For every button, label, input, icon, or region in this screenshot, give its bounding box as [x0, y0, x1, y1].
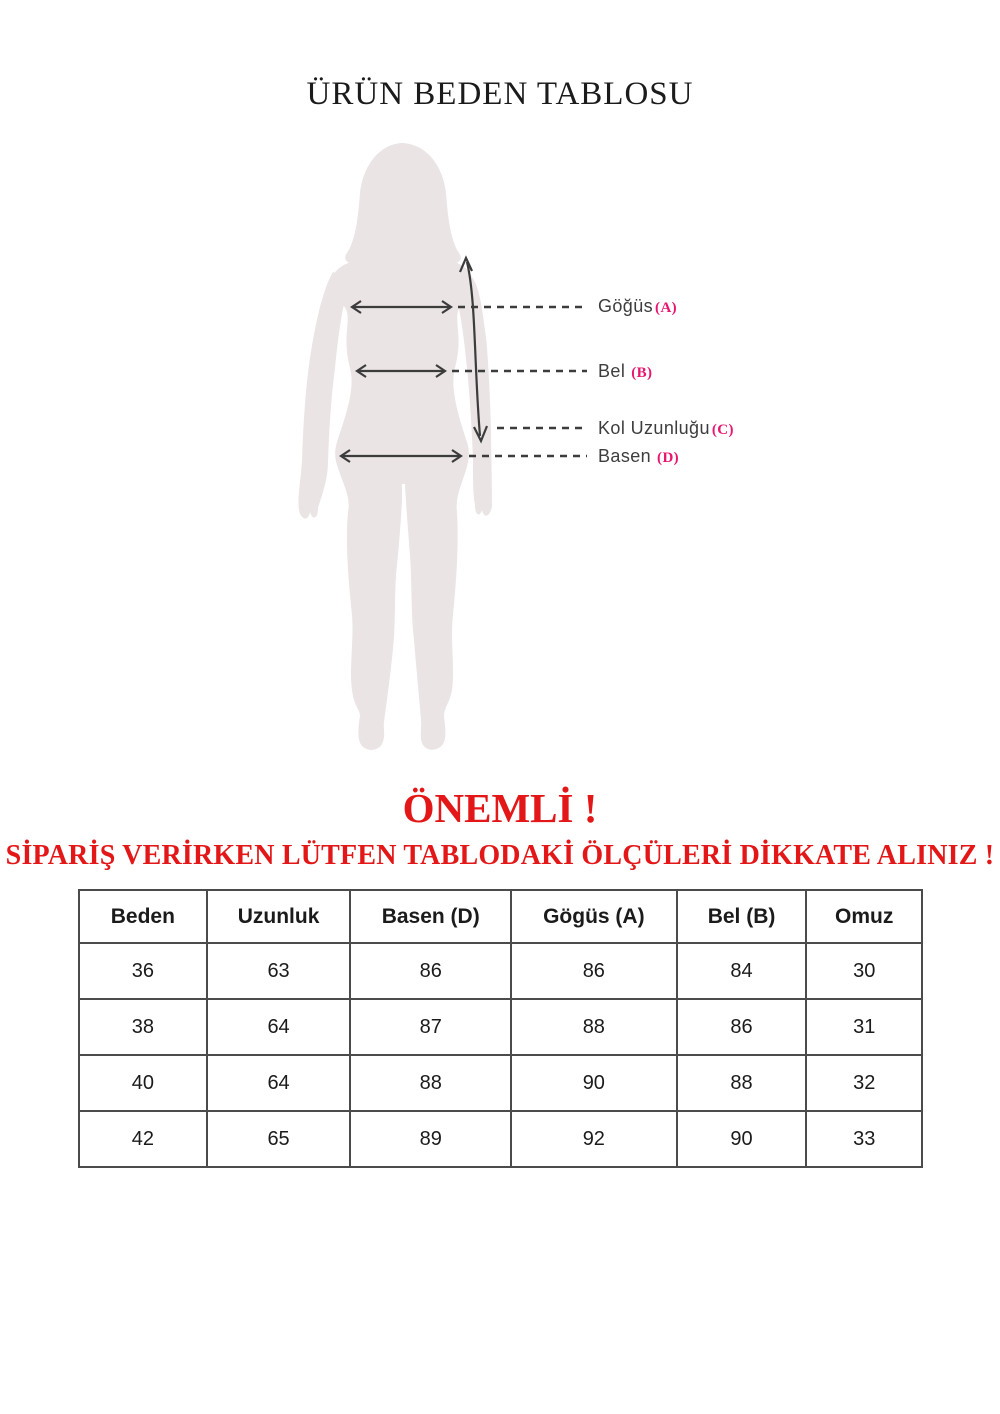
size-cell: 64: [207, 999, 351, 1055]
measure-label-gogus: [598, 296, 677, 316]
left-arm-silhouette: [298, 272, 346, 519]
size-cell: 33: [806, 1111, 922, 1167]
size-table-body: [79, 943, 922, 1167]
size-cell: 86: [350, 943, 511, 999]
size-cell: 31: [806, 999, 922, 1055]
page-title: ÜRÜN BEDEN TABLOSU: [306, 76, 694, 112]
table-row: [79, 1111, 922, 1167]
column-header: Omuz: [806, 890, 922, 943]
measure-label-kol-text: Kol Uzunluğu: [598, 418, 710, 438]
size-cell: 90: [511, 1055, 677, 1111]
size-cell: 42: [79, 1111, 207, 1167]
size-cell: 90: [677, 1111, 807, 1167]
body-silhouette: [330, 261, 475, 750]
order-warning-text: SİPARİŞ VERİRKEN LÜTFEN TABLODAKİ ÖLÇÜLERİ DİKKATE ALINIZ !: [5, 840, 995, 871]
size-cell: 32: [806, 1055, 922, 1111]
size-cell: 87: [350, 999, 511, 1055]
measure-letter-a: (A): [655, 300, 678, 316]
size-cell: 65: [207, 1111, 351, 1167]
size-cell: 88: [677, 1055, 807, 1111]
size-cell: 88: [350, 1055, 511, 1111]
size-cell: 64: [207, 1055, 351, 1111]
size-cell: 89: [350, 1111, 511, 1167]
column-header: Gögüs (A): [511, 890, 677, 943]
measure-label-basen-text: Basen: [598, 446, 652, 466]
size-cell: 88: [511, 999, 677, 1055]
measure-label-bel-text: Bel: [598, 361, 626, 381]
table-header-row: [79, 890, 922, 943]
size-cell: 86: [511, 943, 677, 999]
column-header: Bel (B): [677, 890, 807, 943]
table-row: [79, 943, 922, 999]
column-header: Uzunluk: [207, 890, 351, 943]
size-cell: 38: [79, 999, 207, 1055]
size-cell: 63: [207, 943, 351, 999]
measure-letter-c: (C): [711, 422, 734, 438]
table-row: [79, 999, 922, 1055]
size-cell: 86: [677, 999, 807, 1055]
measure-label-basen: [598, 446, 679, 466]
important-heading: ÖNEMLİ !: [402, 785, 598, 831]
measure-letter-d: (D): [657, 450, 680, 466]
size-table: [78, 889, 923, 1168]
measure-label-kol-uzunlugu: [598, 418, 734, 438]
table-row: [79, 1055, 922, 1111]
column-header: Beden: [79, 890, 207, 943]
size-cell: 36: [79, 943, 207, 999]
size-cell: 92: [511, 1111, 677, 1167]
measure-letter-b: (B): [631, 365, 653, 381]
size-cell: 40: [79, 1055, 207, 1111]
measure-label-bel: [598, 361, 652, 381]
size-cell: 84: [677, 943, 807, 999]
measure-label-gogus-text: Göğüs: [598, 296, 654, 316]
size-cell: 30: [806, 943, 922, 999]
size-table-header-row: [79, 890, 922, 943]
head-silhouette: [345, 143, 461, 264]
column-header: Basen (D): [350, 890, 511, 943]
